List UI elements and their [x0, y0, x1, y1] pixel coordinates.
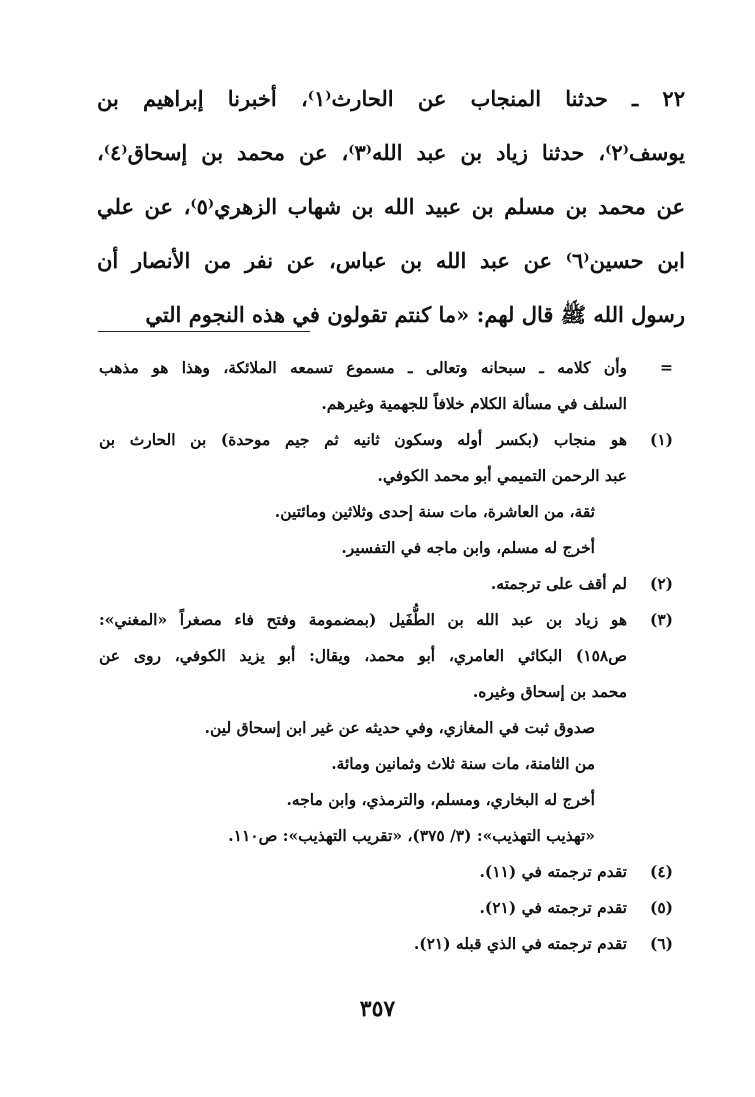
main-text-line: يوسف⁽٢⁾، حدثنا زياد بن عبد الله⁽٣⁾، عن محمد بن إسحاق⁽٤⁾،	[97, 140, 685, 165]
footnote-text: هو منجاب (بكسر أوله وسكون ثانيه ثم جيم موحدة) بن الحارث بن	[99, 430, 627, 449]
footnote-line	[0, 350, 755, 386]
footnote-line	[0, 710, 755, 746]
continuation-marker: =	[660, 358, 673, 377]
footnote-text: هو زياد بن عبد الله بن الطُّفَيل (بمضمومة وفتح فاء مصغراً «المغني»:	[99, 610, 627, 629]
main-text-line: ٢٢ ـ حدثنا المنجاب عن الحارث⁽١⁾، أخبرنا إبراهيم بن	[97, 86, 685, 111]
footnote-number: (١)	[649, 430, 673, 449]
footnote-text: عبد الرحمن التميمي أبو محمد الكوفي.	[377, 466, 627, 485]
footnote-line	[0, 422, 755, 458]
footnote-text: صدوق ثبت في المغازي، وفي حديثه عن غير ابن إسحاق لين.	[204, 718, 595, 737]
footnote-line	[0, 818, 755, 854]
footnote-text: من الثامنة، مات سنة ثلاث وثمانين ومائة.	[331, 754, 595, 773]
footnote-line	[0, 530, 755, 566]
main-text-line: ابن حسين⁽٦⁾ عن عبد الله بن عباس، عن نفر من الأنصار أن	[97, 248, 685, 273]
footnote-line	[0, 638, 755, 674]
main-text-line: رسول الله ﷺ قال لهم: «ما كنتم تقولون في هذه النجوم التي	[145, 302, 685, 327]
footnote-number: (٥)	[649, 898, 673, 917]
footnote-line	[0, 854, 755, 890]
footnote-text: تقدم ترجمته في الذي قبله (٢١).	[413, 934, 627, 953]
footnote-text: محمد بن إسحاق وغيره.	[472, 682, 627, 701]
footnote-text: تقدم ترجمته في (٢١).	[479, 898, 627, 917]
footnote-line	[0, 890, 755, 926]
footnote-text: تقدم ترجمته في (١١).	[479, 862, 627, 881]
footnote-text: ثقة، من العاشرة، مات سنة إحدى وثلاثين ومائتين.	[274, 502, 595, 521]
footnote-text: «تهذيب التهذيب»: (٣/ ٣٧٥)، «تقريب التهذيب»: ص١١٠.	[228, 826, 595, 845]
page-number: ٣٥٧	[359, 996, 396, 1022]
footnote-text: أخرج له البخاري، ومسلم، والترمذي، وابن ماجه.	[286, 790, 595, 809]
footnote-text: السلف في مسألة الكلام خلافاً للجهمية وغيرهم.	[321, 394, 627, 413]
footnote-line	[0, 782, 755, 818]
footnote-text: وأن كلامه ـ سبحانه وتعالى ـ مسموع تسمعه الملائكة، وهذا هو مذهب	[99, 358, 627, 377]
footnote-number: (٤)	[649, 862, 673, 881]
footnote-text: لم أقف على ترجمته.	[490, 574, 627, 593]
footnote-line	[0, 602, 755, 638]
main-text-line: عن محمد بن مسلم بن عبيد الله بن شهاب الزهري⁽٥⁾، عن علي	[97, 194, 685, 219]
footnote-separator	[98, 331, 310, 332]
footnote-line	[0, 458, 755, 494]
footnote-number: (٦)	[649, 934, 673, 953]
footnote-line	[0, 386, 755, 422]
footnote-number: (٣)	[649, 610, 673, 629]
footnote-line	[0, 494, 755, 530]
footnote-number: (٢)	[649, 574, 673, 593]
footnote-line	[0, 674, 755, 710]
footnote-line	[0, 926, 755, 962]
footnote-line	[0, 566, 755, 602]
footnote-text: ص١٥٨) البكائي العامري، أبو محمد، ويقال: أبو يزيد الكوفي، روى عن	[99, 646, 627, 665]
main-text	[97, 72, 685, 342]
footnotes	[0, 350, 755, 962]
footnote-text: أخرج له مسلم، وابن ماجه في التفسير.	[341, 538, 595, 557]
footnote-line	[0, 746, 755, 782]
